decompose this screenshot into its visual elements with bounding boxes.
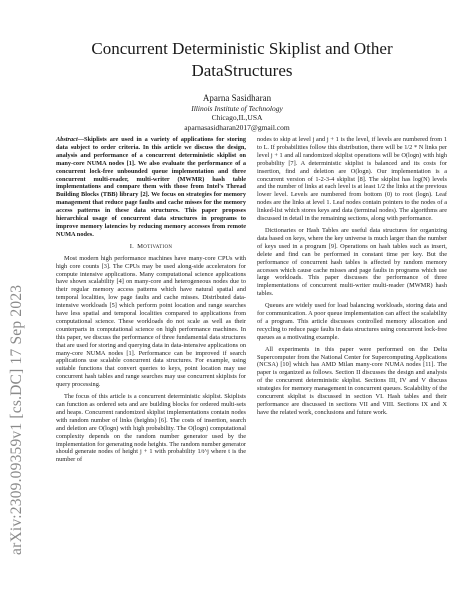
body-paragraph: nodes to skip at level j and j + 1 is the level, if levels are numbered from 1 to L. If probabilities follow this distribution, there will be 1/2 * N links per level j + 1 and all randomized skiplist operations will be O(logn) with high probability [7]. A deterministic skiplist is balanced and its costs for insertion, find and deletion are O(logn). Our implementation is a concurrent version of 1-2-3-4 skiplist [8]. The skiplist has log(N) levels and the number of links at each level is at least 1/2 the links at the previous lower level. Levels are numbered from bottom (0) to root (logn). Leaf nodes are the links at level 1. Leaf nodes contain pointers to the nodes of a linked-list which stores keys and data (terminal nodes). The algorithms are discussed in detail in the remaining sections, along with performance. [257, 136, 447, 223]
section-heading-motivation [56, 243, 246, 251]
body-paragraph: All experiments in this paper were performed on the Delta Supercomputer from the National Center for Supercomputing Applications (NCSA) [10] which has AMD Milan many-core NUMA nodes [11]. The paper is organized as follows. Section II discusses the design and analysis of the concurrent deterministic skiplist. Sections III, IV and V discuss strategies for memory management in concurrent queues. Scalability of the concurrent skiplist is discussed in section VI. Hash tables and their performance are discussed in sections VII and VIII. Sections IX and X have the related work, conclusions and future work. [257, 345, 447, 416]
right-column [257, 136, 447, 421]
abstract-body: —Skiplists are used in a variety of applications for storing data subject to order criteria. In this article we discuss the design, analysis and performance of a concurrent deterministic skiplist on many-core NUMA nodes [1]. We also evaluate the performance of a concurrent lock-free unbounded queue implementation and three concurrent multi-reader, multi-writer (MWMR) hash table implementations and compare them with those from Intel's Thread Building Blocks (TBB) library [2]. We focus on strategies for memory management that reduce page faults and cache misses for the memory access patterns in these data structures. This paper proposes hierarchical usage of concurrent data structures in programs to improve memory latencies by reducing memory accesses from remote NUMA nodes. [56, 136, 246, 238]
section-number: I. [129, 242, 135, 250]
abstract-lead: Abstract [56, 136, 78, 143]
author-location: Chicago,IL,USA [211, 113, 263, 123]
author-block [140, 93, 334, 132]
body-paragraph: Queues are widely used for load balancing workloads, storing data and for communication. A poor queue implementation can affect the scalability of a program. This article discusses controlled memory allocation and recycling to reduce page faults in data structures using concurrent lock-free queues as a motivating example. [257, 302, 447, 341]
left-column [56, 136, 246, 468]
arxiv-identifier-stamp [8, 150, 28, 555]
author-name: Aparna Sasidharan [202, 93, 272, 103]
abstract [56, 136, 246, 239]
section-title: Motivation [137, 242, 173, 250]
author-email: aparnasasidharan2017@gmail.com [184, 122, 290, 132]
body-paragraph: Dictionaries or Hash Tables are useful data structures for organizing data based on keys, where the key universe is much larger than the number of keys used in a program [9]. Operations on hash tables such as insert, delete and find can be performed in constant time per key. But the performance of concurrent hash tables is affected by random memory accesses which cause cache misses and page faults in programs which use large workloads. This paper discusses the performance of three implementations of concurrent multi-writer multi-reader (MWMR) hash tables. [257, 226, 447, 298]
paper-title: Concurrent Deterministic Skiplist and Other DataStructures [91, 39, 393, 80]
body-paragraph: The focus of this article is a concurrent deterministic skiplist. Skiplists can function as ordered sets and are building blocks for ordered multi-sets and heaps. Concurrent randomized skiplist implementations contain nodes with random number of links (heights) [6]. The costs of insertion, search and deletion are O(logn) with high probability. The O(logn) computational complexity depends on the random number generator used by the implementation for generating node heights. The random number generator should generate nodes of height j + 1 with probability 1/t^j where t is the number of [56, 393, 246, 464]
author-affiliation: Illinois Institute of Technology [191, 104, 283, 113]
arxiv-identifier-text: arXiv:2309.09359v1 [cs.DC] 17 Sep 2023 [8, 284, 25, 555]
body-paragraph: Most modern high performance machines have many-core CPUs with high core counts [3]. The CPUs may be used along-side accelerators for compute intensive applications. Many computational science applications have shown scalability [4] on many-core and heterogeneous nodes due to their regular memory access patterns which have natural spatial and temporal localities, low page faults and cache misses. Distributed data-intensive workloads [5] which perform point location and range searches have less spatial and temporal localities compared to applications from computational science. These workloads do not scale as well as their counterparts in computational science on high performance machines. In this paper, we discuss the performance of three fundamental data structures that are used for storing and querying data in data-intensive applications on many-core NUMA nodes [1]. Performance can be improved if search applications use scalable concurrent data structures. For example, using suitable functions that convert queries to keys, point location may use concurrent hash tables and range searches may use concurrent skiplists for query processing. [56, 254, 246, 389]
